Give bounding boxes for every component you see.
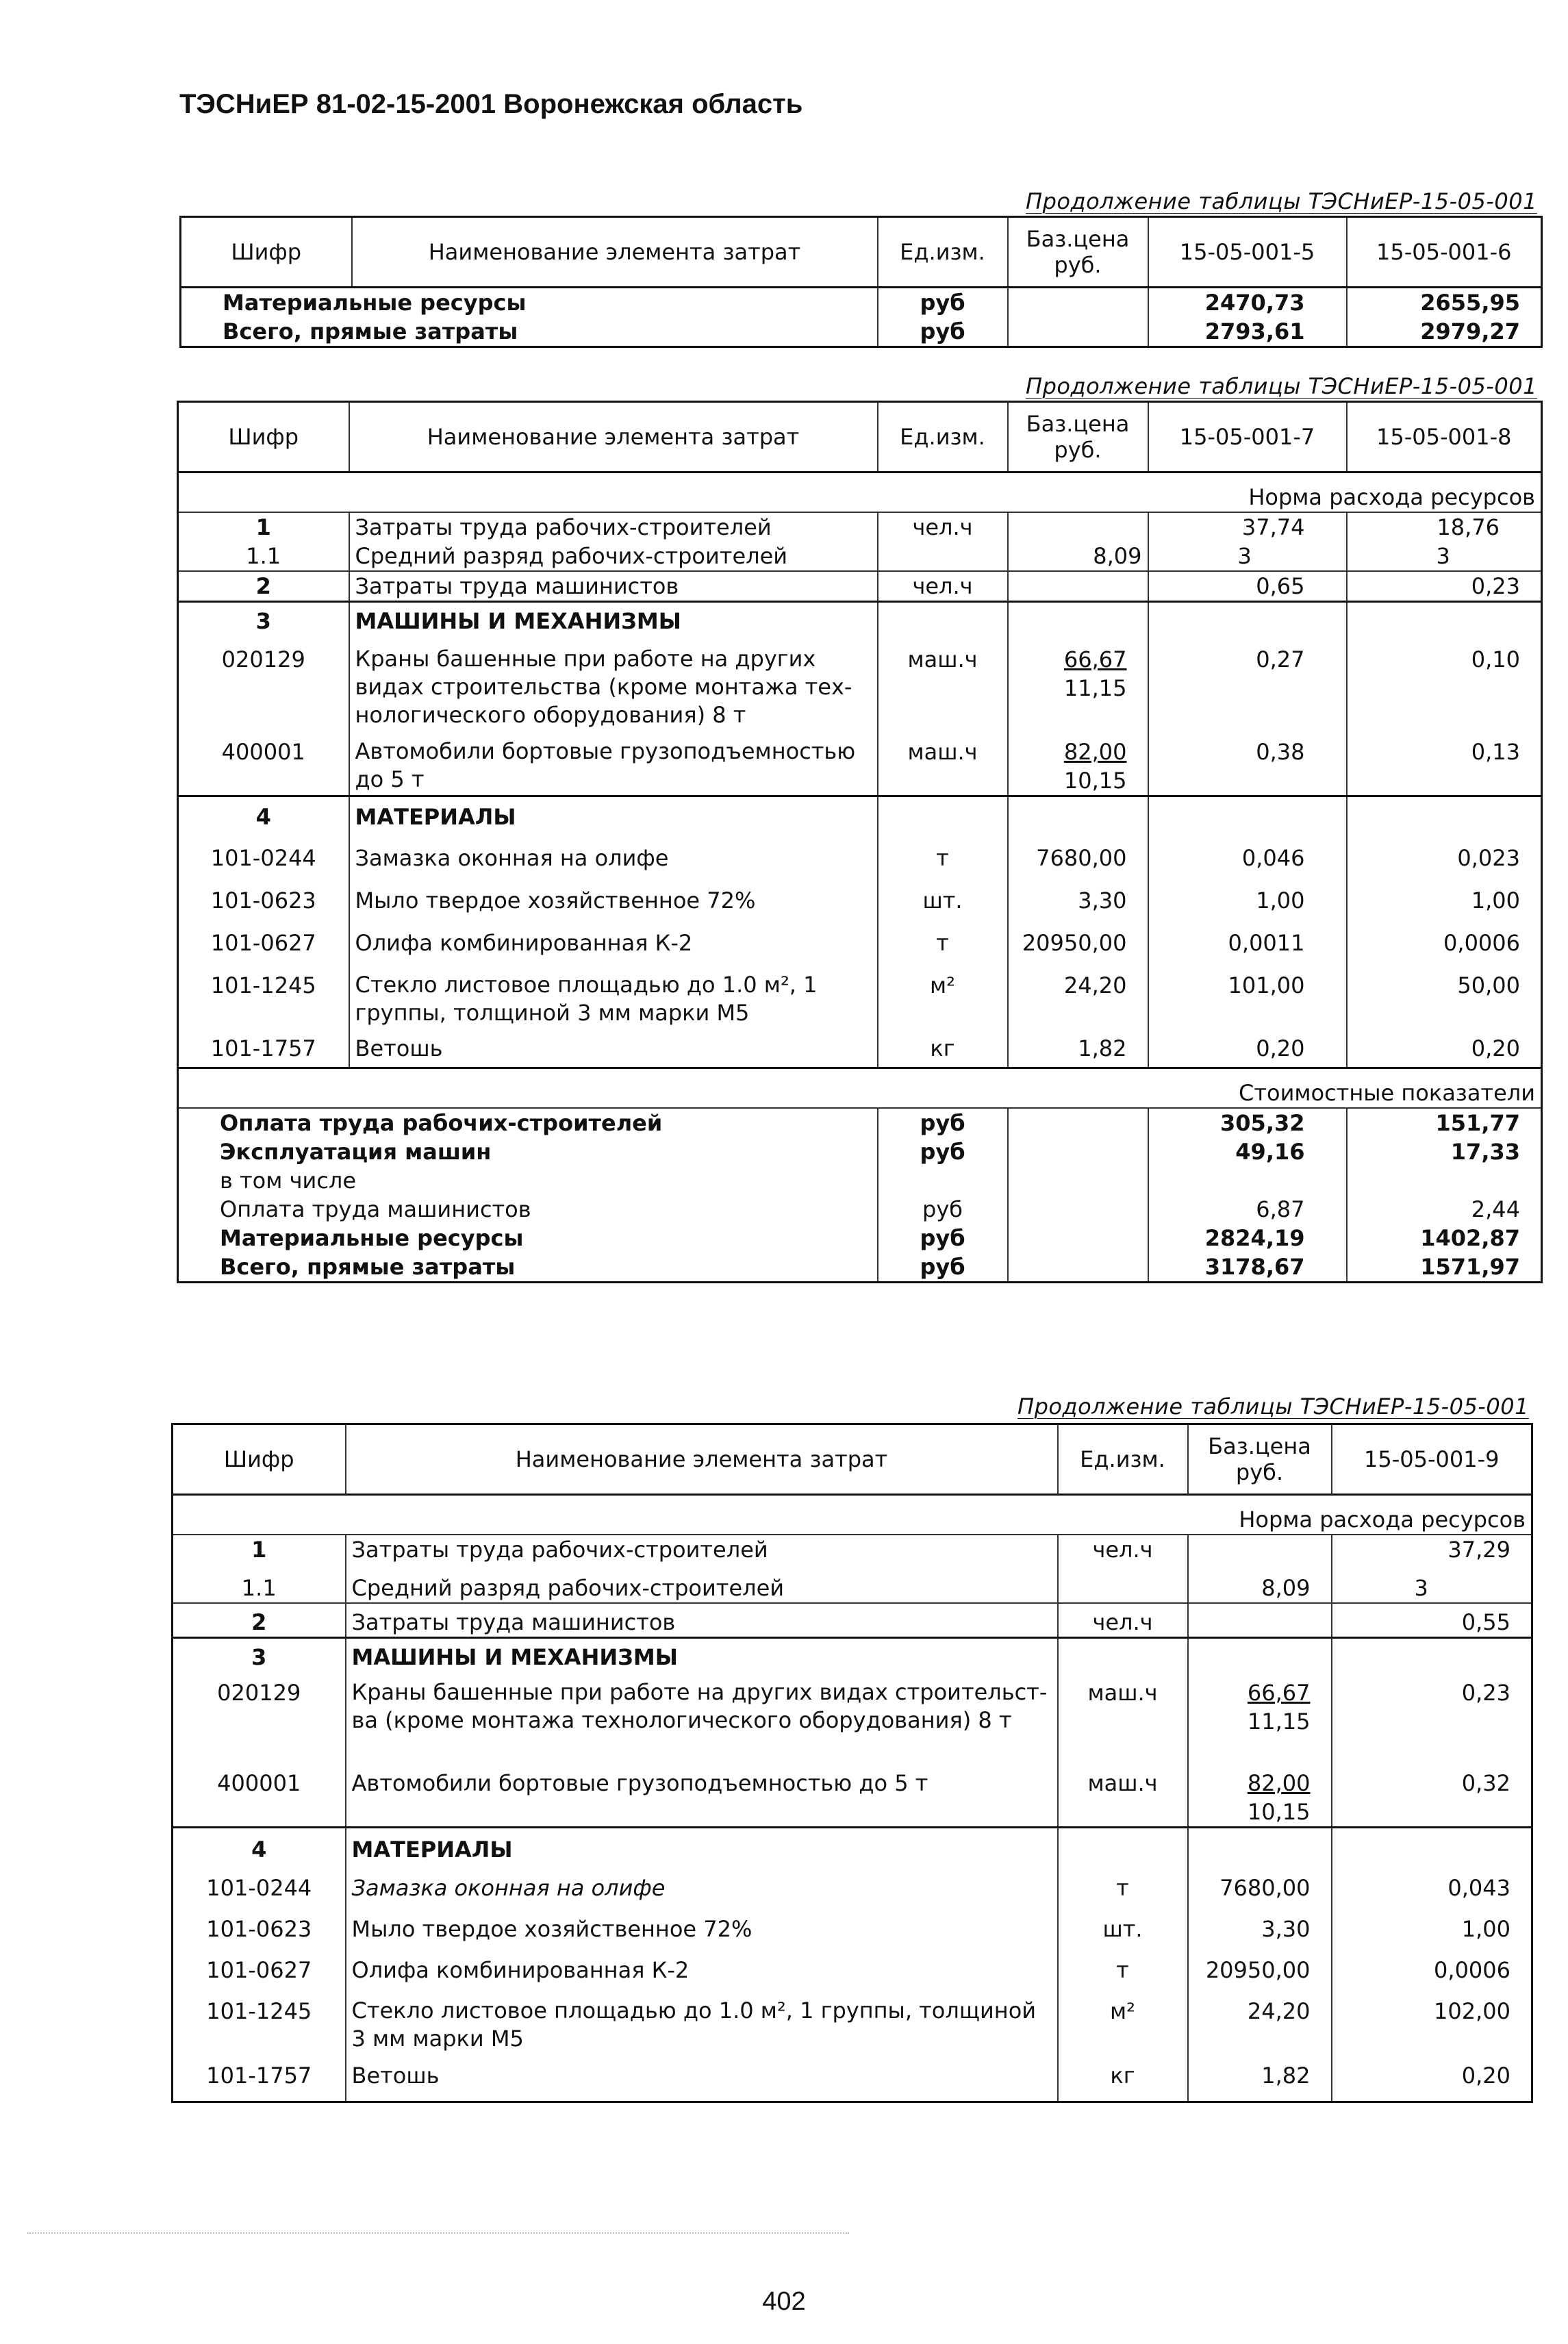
table3-header	[173, 1424, 1532, 1495]
row-code: 101-1757	[206, 2063, 312, 2089]
row-name: Олифа комбинированная К-2	[346, 1943, 1058, 1984]
col-code-header: Шифр	[181, 217, 352, 288]
table-row	[178, 1166, 1542, 1195]
table-row	[178, 571, 1542, 602]
table-row	[178, 837, 1542, 872]
row-code: 2	[173, 1603, 346, 1638]
row-value: 50,00	[1347, 957, 1542, 1027]
table-row	[173, 1828, 1532, 1865]
table-row	[178, 1137, 1542, 1166]
row-value: 1571,97	[1347, 1252, 1542, 1283]
row-value: 0,023	[1347, 837, 1542, 872]
machinist-wage: 10,15	[1247, 1799, 1311, 1825]
row-unit: т	[878, 837, 1008, 872]
machine-price: 82,00	[1063, 739, 1127, 765]
row-code: 101-1245	[210, 972, 316, 998]
row-unit: шт.	[1058, 1902, 1188, 1943]
row-name: МАТЕРИАЛЫ	[349, 796, 878, 837]
row-price	[1188, 1535, 1332, 1564]
table-row	[178, 957, 1542, 1027]
norm-header: Норма расхода ресурсов	[173, 1495, 1532, 1535]
row-code: 101-1757	[210, 1035, 316, 1061]
table2-caption: Продолжение таблицы ТЭСНиЕР-15-05-001	[1026, 373, 1537, 399]
table-row	[173, 1984, 1532, 2053]
row-value: 2655,95	[1347, 288, 1542, 318]
row-price: 3,30	[1188, 1902, 1332, 1943]
cost-header-row	[178, 1068, 1542, 1109]
table-row	[173, 1769, 1532, 1828]
row-code: 1.1	[246, 543, 281, 569]
col-code-header: Шифр	[178, 402, 349, 472]
table-row	[178, 1195, 1542, 1224]
row-code: 2	[178, 571, 349, 602]
row-value: 1402,87	[1347, 1224, 1542, 1252]
col-unit-header: Ед.изм.	[878, 402, 1008, 472]
row-code: 101-0244	[210, 845, 316, 871]
row-name: Материальные ресурсы	[223, 290, 527, 316]
row-value: 0,23	[1332, 1672, 1532, 1769]
row-price: 20950,00	[1008, 915, 1148, 957]
row-price	[1008, 1224, 1148, 1252]
row-value: 0,20	[1148, 1027, 1347, 1068]
table1-header	[181, 217, 1542, 288]
row-price: 1,82	[1008, 1027, 1148, 1068]
table-row	[178, 602, 1542, 636]
row-name: в том числе	[220, 1168, 356, 1194]
row-name: Стекло листовое площадью до 1.0 м², 1 группы, толщиной 3 мм марки М5	[346, 1984, 1058, 2053]
row-value: 0,0006	[1347, 915, 1542, 957]
row-value: 0,13	[1347, 729, 1542, 796]
row-value	[1148, 1166, 1347, 1195]
row-name: Ветошь	[349, 1027, 878, 1068]
row-unit: руб	[878, 1137, 1008, 1166]
row-price	[1008, 729, 1148, 796]
row-price	[1008, 288, 1148, 318]
row-name: Замазка оконная на олифе	[346, 1864, 1058, 1902]
row-value: 3178,67	[1148, 1252, 1347, 1283]
table-row	[178, 1224, 1542, 1252]
row-price	[1008, 602, 1148, 636]
row-unit: руб	[878, 1108, 1008, 1137]
row-price	[1008, 1252, 1148, 1283]
row-unit: м²	[878, 957, 1008, 1027]
row-unit: руб	[878, 288, 1008, 318]
row-price	[1008, 512, 1148, 542]
row-name: Стекло листовое площадью до 1.0 м², 1 группы, толщиной 3 мм марки М5	[349, 957, 878, 1027]
row-price	[1008, 635, 1148, 729]
row-value: 0,65	[1148, 571, 1347, 602]
row-code: 101-0244	[206, 1875, 312, 1901]
row-value: 0,043	[1332, 1864, 1532, 1902]
machinist-wage: 11,15	[1247, 1709, 1311, 1735]
row-value: 3	[1347, 542, 1542, 571]
row-value: 0,046	[1148, 837, 1347, 872]
row-code: 020129	[221, 646, 305, 672]
row-unit: руб	[878, 317, 1008, 347]
row-name: МАТЕРИАЛЫ	[346, 1828, 1058, 1865]
machine-price: 82,00	[1247, 1770, 1311, 1796]
row-value: 3	[1148, 542, 1347, 571]
row-unit	[878, 542, 1008, 571]
col-unit-header: Ед.изм.	[1058, 1424, 1188, 1495]
row-price: 3,30	[1008, 872, 1148, 915]
row-unit: кг	[878, 1027, 1008, 1068]
row-name: Затраты труда машинистов	[349, 571, 878, 602]
row-price	[1188, 1769, 1332, 1828]
row-name: Краны башенные при работе на других видах строительст-ва (кроме монтажа технологического оборудования) 8 т	[346, 1672, 1058, 1769]
table-row	[178, 635, 1542, 729]
table-row	[181, 288, 1542, 318]
scan-artifact-line	[27, 2232, 849, 2234]
row-name: Затраты труда рабочих-строителей	[346, 1535, 1058, 1564]
row-unit: м²	[1058, 1984, 1188, 2053]
row-value	[1148, 796, 1347, 837]
row-unit: чел.ч	[878, 512, 1008, 542]
row-name: Всего, прямые затраты	[220, 1254, 516, 1280]
row-value: 0,38	[1148, 729, 1347, 796]
table3	[171, 1423, 1533, 2103]
page-number: 402	[762, 2287, 806, 2316]
row-value: 1,00	[1347, 872, 1542, 915]
row-unit: чел.ч	[878, 571, 1008, 602]
row-unit: маш.ч	[878, 635, 1008, 729]
row-price: 7680,00	[1188, 1864, 1332, 1902]
row-code: 4	[178, 796, 349, 837]
row-value: 305,32	[1148, 1108, 1347, 1137]
col-variant-header: 15-05-001-7	[1148, 402, 1347, 472]
row-code: 101-0627	[210, 930, 316, 956]
row-value	[1148, 602, 1347, 636]
row-value: 49,16	[1148, 1137, 1347, 1166]
table-row	[173, 2053, 1532, 2102]
row-code: 1.1	[241, 1575, 277, 1601]
table-row	[178, 1252, 1542, 1283]
row-name: Затраты труда машинистов	[346, 1603, 1058, 1638]
row-unit	[1058, 1638, 1188, 1672]
table-row	[173, 1943, 1532, 1984]
row-value: 2,44	[1347, 1195, 1542, 1224]
machine-price: 66,67	[1247, 1680, 1311, 1706]
table-row	[178, 512, 1542, 542]
table-row	[178, 796, 1542, 837]
row-price	[1008, 1166, 1148, 1195]
row-unit: маш.ч	[1058, 1672, 1188, 1769]
row-unit: маш.ч	[1058, 1769, 1188, 1828]
row-price	[1188, 1828, 1332, 1865]
row-name: Оплата труда рабочих-строителей	[220, 1110, 663, 1136]
table1-caption: Продолжение таблицы ТЭСНиЕР-15-05-001	[1026, 188, 1537, 214]
row-value: 101,00	[1148, 957, 1347, 1027]
row-price	[1008, 1108, 1148, 1137]
col-variant-header: 15-05-001-9	[1332, 1424, 1532, 1495]
row-name: Олифа комбинированная К-2	[349, 915, 878, 957]
row-name: Затраты труда рабочих-строителей	[349, 512, 878, 542]
row-value: 2793,61	[1148, 317, 1347, 347]
row-price	[1188, 1672, 1332, 1769]
col-variant-header: 15-05-001-6	[1347, 217, 1542, 288]
table-row	[173, 1864, 1532, 1902]
col-variant-header: 15-05-001-8	[1347, 402, 1542, 472]
row-value	[1332, 1638, 1532, 1672]
row-code: 101-0623	[206, 1916, 312, 1942]
row-value	[1332, 1828, 1532, 1865]
table-row	[178, 872, 1542, 915]
table-row	[173, 1672, 1532, 1769]
row-value: 17,33	[1347, 1137, 1542, 1166]
row-value: 3	[1332, 1564, 1532, 1603]
row-unit	[1058, 1828, 1188, 1865]
row-unit	[878, 1166, 1008, 1195]
row-unit: чел.ч	[1058, 1603, 1188, 1638]
row-price	[1008, 796, 1148, 837]
table3-caption: Продолжение таблицы ТЭСНиЕР-15-05-001	[1017, 1394, 1529, 1420]
row-unit	[878, 796, 1008, 837]
row-price: 8,09	[1188, 1564, 1332, 1603]
row-name: МАШИНЫ И МЕХАНИЗМЫ	[349, 602, 878, 636]
row-unit: шт.	[878, 872, 1008, 915]
machinist-wage: 11,15	[1063, 675, 1127, 701]
table-row	[173, 1603, 1532, 1638]
row-name: Средний разряд рабочих-строителей	[349, 542, 878, 571]
row-name: Средний разряд рабочих-строителей	[346, 1564, 1058, 1603]
row-price: 7680,00	[1008, 837, 1148, 872]
row-unit	[1058, 1564, 1188, 1603]
row-value: 0,32	[1332, 1769, 1532, 1828]
col-name-header: Наименование элемента затрат	[346, 1424, 1058, 1495]
row-code: 1	[255, 514, 271, 540]
row-value: 37,29	[1332, 1535, 1532, 1564]
row-name: Автомобили бортовые грузоподъемностью до 5 т	[346, 1769, 1058, 1828]
row-value	[1347, 1166, 1542, 1195]
row-unit: руб	[878, 1195, 1008, 1224]
row-price: 1,82	[1188, 2053, 1332, 2102]
row-value: 0,20	[1332, 2053, 1532, 2102]
table-row	[178, 1108, 1542, 1137]
col-name-header: Наименование элемента затрат	[349, 402, 878, 472]
row-value: 0,27	[1148, 635, 1347, 729]
table-row	[181, 317, 1542, 347]
row-value: 18,76	[1347, 512, 1542, 542]
machinist-wage: 10,15	[1063, 768, 1127, 794]
row-name: Мыло твердое хозяйственное 72%	[346, 1902, 1058, 1943]
row-unit: руб	[878, 1224, 1008, 1252]
row-price: 8,09	[1008, 542, 1148, 571]
table-row	[173, 1535, 1532, 1564]
row-name: Оплата труда машинистов	[220, 1196, 531, 1222]
row-value: 2824,19	[1148, 1224, 1347, 1252]
row-code: 400001	[221, 739, 305, 765]
row-code: 400001	[217, 1770, 301, 1796]
col-name-header: Наименование элемента затрат	[352, 217, 878, 288]
row-value	[1347, 796, 1542, 837]
table-row	[178, 542, 1542, 571]
row-price	[1188, 1603, 1332, 1638]
row-unit: кг	[1058, 2053, 1188, 2102]
row-value: 0,0006	[1332, 1943, 1532, 1984]
row-value: 6,87	[1148, 1195, 1347, 1224]
row-value: 2470,73	[1148, 288, 1347, 318]
row-unit: т	[878, 915, 1008, 957]
row-price	[1188, 1638, 1332, 1672]
col-price-header: Баз.цена руб.	[1008, 402, 1148, 472]
table-row	[173, 1638, 1532, 1672]
row-value: 0,55	[1332, 1603, 1532, 1638]
row-price	[1008, 571, 1148, 602]
row-name: Мыло твердое хозяйственное 72%	[349, 872, 878, 915]
row-value: 102,00	[1332, 1984, 1532, 2053]
table-row	[173, 1902, 1532, 1943]
row-name: МАШИНЫ И МЕХАНИЗМЫ	[346, 1638, 1058, 1672]
col-price-header: Баз.цена руб.	[1008, 217, 1148, 288]
row-name: Автомобили бортовые грузоподъемностью до 5 т	[349, 729, 878, 796]
table2	[177, 401, 1543, 1283]
row-name: Всего, прямые затраты	[223, 318, 518, 344]
row-name: Ветошь	[346, 2053, 1058, 2102]
row-code: 4	[173, 1828, 346, 1865]
cost-header: Стоимостные показатели	[178, 1068, 1542, 1109]
norm-header-row	[178, 472, 1542, 513]
norm-header: Норма расхода ресурсов	[178, 472, 1542, 513]
row-value	[1347, 602, 1542, 636]
row-price: 24,20	[1008, 957, 1148, 1027]
table-row	[178, 1027, 1542, 1068]
table-row	[173, 1564, 1532, 1603]
row-name: Материальные ресурсы	[220, 1225, 524, 1251]
row-code: 1	[251, 1537, 267, 1563]
row-value: 1,00	[1332, 1902, 1532, 1943]
row-value: 1,00	[1148, 872, 1347, 915]
row-unit: маш.ч	[878, 729, 1008, 796]
row-code: 101-0627	[206, 1957, 312, 1983]
col-code-header: Шифр	[173, 1424, 346, 1495]
col-price-header: Баз.цена руб.	[1188, 1424, 1332, 1495]
row-name: Краны башенные при работе на других видах строительства (кроме монтажа тех-нологического оборудования) 8 т	[349, 635, 878, 729]
row-unit: руб	[878, 1252, 1008, 1283]
row-name: Эксплуатация машин	[220, 1139, 492, 1165]
row-price: 20950,00	[1188, 1943, 1332, 1984]
row-unit: чел.ч	[1058, 1535, 1188, 1564]
table-row	[178, 915, 1542, 957]
row-price	[1008, 317, 1148, 347]
table1	[179, 216, 1543, 348]
row-value: 0,0011	[1148, 915, 1347, 957]
row-code: 020129	[217, 1680, 301, 1706]
col-unit-header: Ед.изм.	[878, 217, 1008, 288]
row-unit: т	[1058, 1864, 1188, 1902]
row-price	[1008, 1137, 1148, 1166]
row-value: 0,20	[1347, 1027, 1542, 1068]
row-value: 151,77	[1347, 1108, 1542, 1137]
row-code: 3	[173, 1638, 346, 1672]
row-value: 37,74	[1148, 512, 1347, 542]
row-price	[1008, 1195, 1148, 1224]
row-value: 0,10	[1347, 635, 1542, 729]
norm-header-row	[173, 1495, 1532, 1535]
row-code: 3	[178, 602, 349, 636]
row-price: 24,20	[1188, 1984, 1332, 2053]
row-code: 101-1245	[206, 1998, 312, 2024]
row-code: 101-0623	[210, 887, 316, 913]
row-value: 0,23	[1347, 571, 1542, 602]
page-title: ТЭСНиЕР 81-02-15-2001 Воронежская область	[179, 89, 803, 119]
table-row	[178, 729, 1542, 796]
row-name: Замазка оконная на олифе	[349, 837, 878, 872]
col-variant-header: 15-05-001-5	[1148, 217, 1347, 288]
row-unit	[878, 602, 1008, 636]
row-value: 2979,27	[1347, 317, 1542, 347]
machine-price: 66,67	[1063, 646, 1127, 672]
row-unit: т	[1058, 1943, 1188, 1984]
table2-header	[178, 402, 1542, 472]
